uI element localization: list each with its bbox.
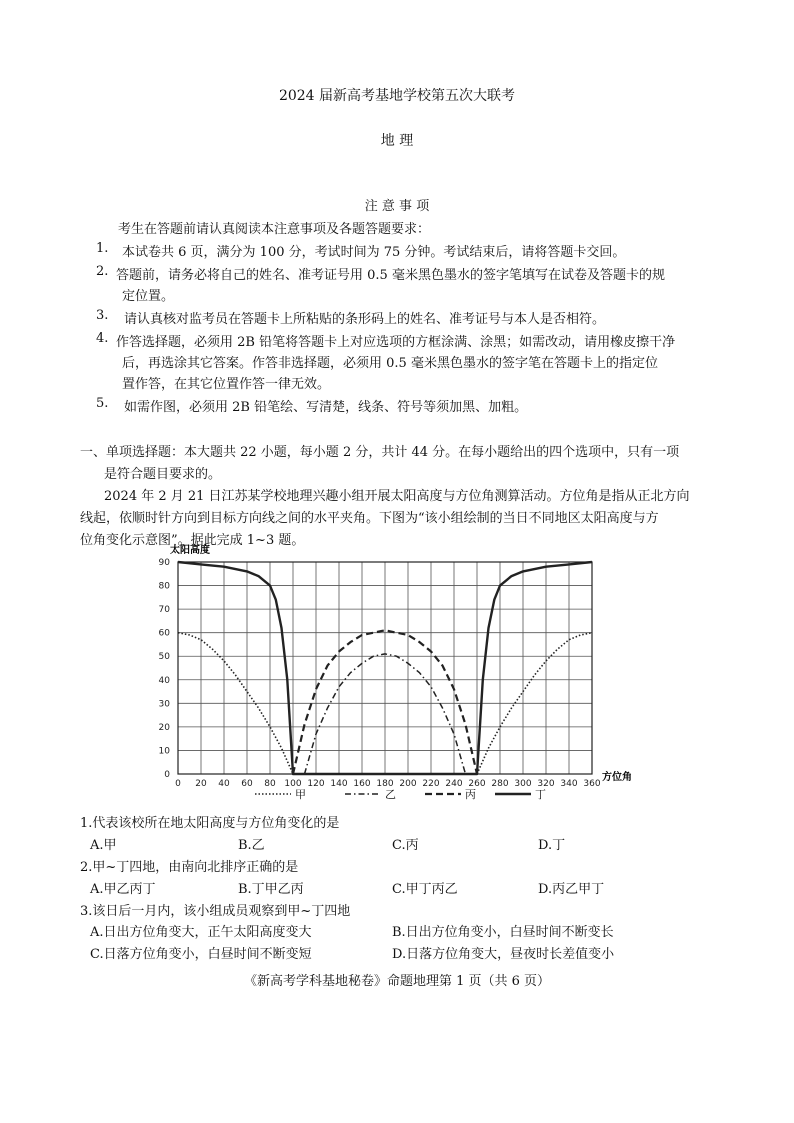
legend-label: 甲 xyxy=(295,788,306,801)
passage-line: 2024 年 2 月 21 日江苏某学校地理兴趣小组开展太阳高度与方位角测算活动。方位角是指从正北方向 xyxy=(104,489,690,504)
y-tick-label: 10 xyxy=(158,746,170,757)
legend-label: 乙 xyxy=(385,788,396,801)
option-c: C.丙 xyxy=(392,838,419,853)
y-tick-label: 0 xyxy=(164,770,170,780)
option-a: A.甲 xyxy=(90,838,117,853)
y-tick-label: 20 xyxy=(158,722,170,733)
notice-title: 注 意 事 项 xyxy=(364,199,430,214)
notice-item-num: 2. xyxy=(96,264,109,279)
question-stem: 2.甲~丁四地，由南向北排序正确的是 xyxy=(80,860,299,875)
option-d: D.丙乙甲丁 xyxy=(538,882,605,897)
notice-item-text: 答题前，请务必将自己的姓名、准考证号用 0.5 毫米黑色墨水的签字笔填写在试卷及答题卡的规 xyxy=(116,268,665,283)
option-c: C.日落方位角变小，白昼时间不断变短 xyxy=(90,947,312,962)
x-tick-label: 200 xyxy=(399,779,417,789)
option-b: B.丁甲乙丙 xyxy=(238,882,304,897)
option-d: D.丁 xyxy=(538,838,566,853)
x-tick-label: 280 xyxy=(491,779,509,789)
x-tick-label: 0 xyxy=(175,779,181,789)
x-tick-label: 20 xyxy=(195,779,207,789)
notice-item-text: 置作答，在其它位置作答一律无效。 xyxy=(122,377,331,392)
x-tick-label: 260 xyxy=(468,779,486,789)
option-c: C.甲丁丙乙 xyxy=(392,882,458,897)
section-heading: 一、单项选择题：本大题共 22 小题，每小题 2 分，共计 44 分。在每小题给出的四个选项中，只有一项 xyxy=(80,445,680,460)
question-stem: 3.该日后一月内，该小组成员观察到甲~丁四地 xyxy=(80,904,351,919)
sun-altitude-azimuth-chart xyxy=(140,540,632,810)
legend-label: 丙 xyxy=(465,788,476,801)
notice-item-num: 5. xyxy=(96,396,109,411)
x-tick-label: 120 xyxy=(307,779,325,789)
notice-item-text: 作答选择题，必须用 2B 铅笔将答题卡上对应选项的方框涂满、涂黑；如需改动，请用橡皮擦干净 xyxy=(116,335,676,350)
passage-line: 位角变化示意图”。据此完成 1~3 题。 xyxy=(80,533,305,548)
x-axis-label: 方位角 xyxy=(602,772,632,783)
notice-intro: 考生在答题前请认真阅读本注意事项及各题答题要求： xyxy=(118,222,431,237)
option-a: A.甲乙丙丁 xyxy=(90,882,156,897)
y-tick-label: 30 xyxy=(158,699,170,710)
y-tick-label: 90 xyxy=(158,558,170,568)
notice-item-text: 请认真核对监考员在答题卡上所粘贴的条形码上的姓名、准考证号与本人是否相符。 xyxy=(124,312,606,327)
x-tick-label: 160 xyxy=(353,779,371,789)
y-tick-label: 80 xyxy=(158,581,170,592)
question-stem: 1.代表该校所在地太阳高度与方位角变化的是 xyxy=(80,816,340,831)
notice-item-text: 定位置。 xyxy=(122,289,175,304)
x-tick-label: 60 xyxy=(241,779,253,789)
x-tick-label: 80 xyxy=(264,779,276,789)
notice-item-num: 4. xyxy=(96,331,109,346)
x-tick-label: 220 xyxy=(422,779,440,789)
notice-item-num: 1. xyxy=(96,241,109,256)
y-axis-label: 太阳高度 xyxy=(170,545,210,556)
option-d: D.日落方位角变大，昼夜时长差值变小 xyxy=(392,947,615,962)
x-tick-label: 360 xyxy=(583,779,601,789)
exam-title: 2024 届新高考基地学校第五次大联考 xyxy=(278,88,516,104)
legend-label: 丁 xyxy=(535,788,546,801)
x-tick-label: 340 xyxy=(560,779,578,789)
x-tick-label: 180 xyxy=(376,779,394,789)
y-tick-label: 40 xyxy=(158,675,170,686)
passage-line: 线起，依顺时针方向到目标方向线之间的水平夹角。下图为“该小组绘制的当日不同地区太阳高度与方 xyxy=(80,511,659,526)
notice-item-text: 如需作图，必须用 2B 铅笔绘、写清楚，线条、符号等须加黑、加粗。 xyxy=(124,400,528,415)
subject-title: 地 理 xyxy=(380,133,414,149)
x-tick-label: 320 xyxy=(537,779,555,789)
notice-item-text: 本试卷共 6 页，满分为 100 分，考试时间为 75 分钟。考试结束后，请将答题卡交回。 xyxy=(122,245,626,260)
section-heading-cont: 是符合题目要求的。 xyxy=(104,467,222,482)
y-tick-label: 60 xyxy=(158,628,170,639)
notice-item-text: 后，再选涂其它答案。作答非选择题，必须用 0.5 毫米黑色墨水的签字笔在答题卡上的指定位 xyxy=(122,356,658,371)
option-b: B.乙 xyxy=(238,838,265,853)
x-tick-label: 240 xyxy=(445,779,463,789)
page-footer: 《新高考学科基地秘卷》命题地理第 1 页（共 6 页） xyxy=(243,974,551,989)
y-tick-label: 70 xyxy=(158,605,170,616)
y-tick-label: 50 xyxy=(158,652,170,663)
x-tick-label: 40 xyxy=(218,779,230,789)
option-a: A.日出方位角变大，正午太阳高度变大 xyxy=(90,925,312,940)
x-tick-label: 300 xyxy=(514,779,532,789)
x-tick-label: 100 xyxy=(284,779,302,789)
x-tick-label: 140 xyxy=(330,779,348,789)
option-b: B.日出方位角变小，白昼时间不断变长 xyxy=(392,925,614,940)
notice-item-num: 3. xyxy=(96,308,109,323)
